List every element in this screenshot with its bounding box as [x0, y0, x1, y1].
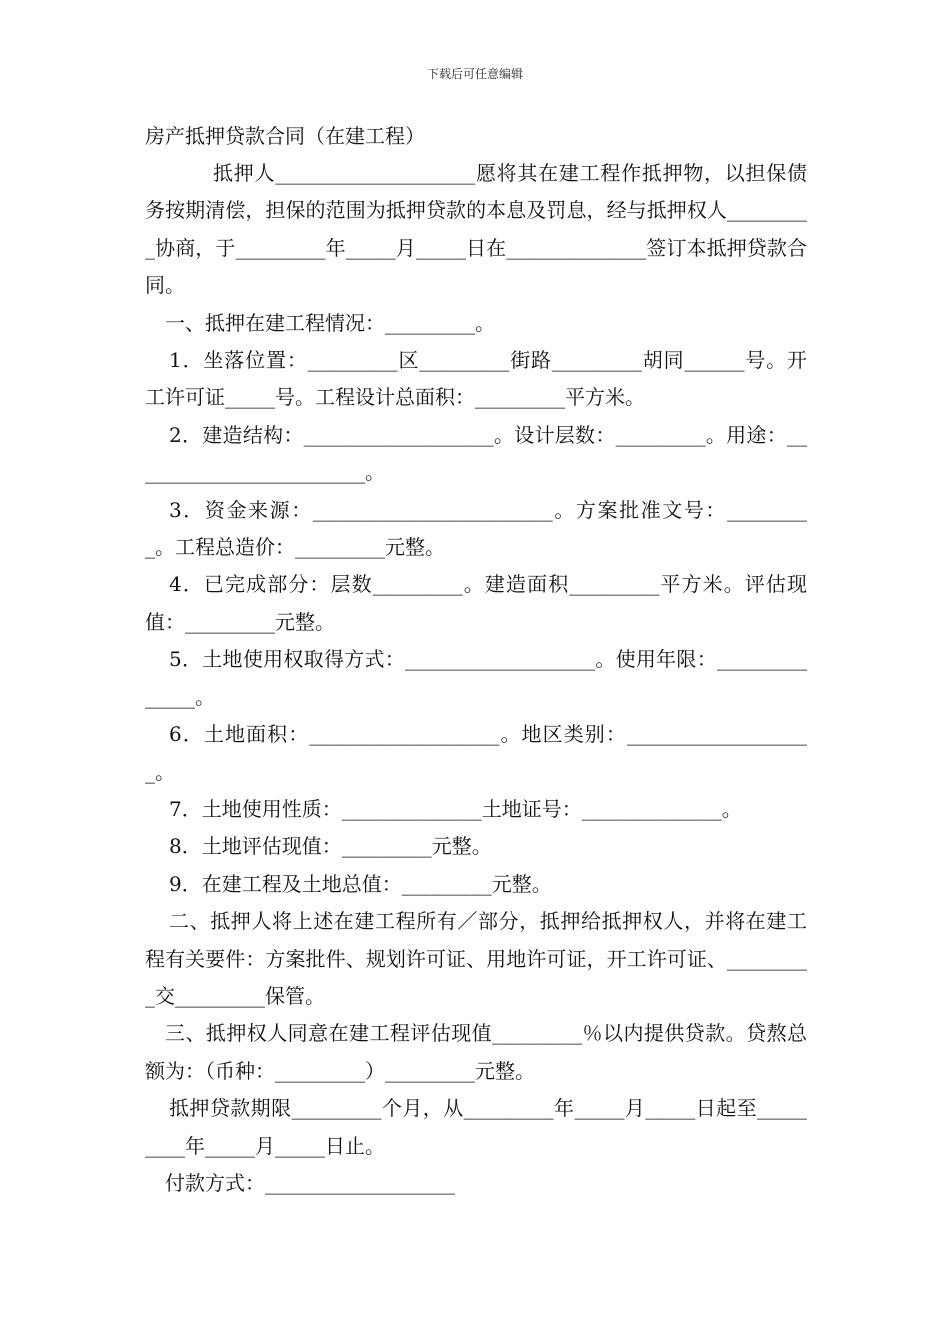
contract-paragraph-text: 6．土地面积：___________________。地区类别：___________________。 [145, 722, 807, 784]
contract-paragraph-text: 一、抵押在建工程情况：_________。 [165, 310, 495, 335]
contract-paragraph [145, 342, 807, 417]
contract-paragraph [145, 1165, 807, 1202]
contract-paragraph-text: 7．土地使用性质：______________土地证号：______________。 [169, 796, 742, 821]
contract-body [145, 118, 807, 1202]
page-header-note: 下载后可任意编辑 [426, 67, 523, 81]
contract-paragraph [145, 1090, 807, 1165]
contract-paragraph [145, 305, 807, 342]
contract-paragraph-text: 三、抵押权人同意在建工程评估现值_________％以内提供贷款。贷熬总额为：（币种：_________）_________元整。 [145, 1021, 807, 1083]
contract-paragraph [145, 1015, 807, 1090]
contract-paragraph-text: 付款方式：___________________ [165, 1170, 455, 1195]
contract-paragraph [145, 417, 807, 492]
contract-paragraph-text: 3．资金来源：________________________。方案批准文号：_________。工程总造价：_________元整。 [145, 497, 807, 560]
contract-paragraph-text: 4．已完成部分：层数_________。建造面积_________平方米。评估现值：_________元整。 [145, 572, 807, 634]
contract-title: 房产抵押贷款合同（在建工程） [145, 124, 425, 148]
contract-paragraph-text: 二、抵押人将上述在建工程所有／部分，抵押给抵押权人，并将在建工程有关要件：方案批件、规划许可证、用地许可证，开工许可证、_________交_________保管。 [145, 909, 807, 1008]
contract-paragraph-text: 1．坐落位置：_________区_________街路_________胡同______号。开工许可证_____号。工程设计总面积：_________平方米。 [145, 348, 807, 410]
contract-paragraph [145, 566, 807, 641]
contract-paragraph-text: 抵押贷款期限_________个月，从_________年_____月_____日起至_________年_____月_____日止。 [145, 1096, 807, 1158]
contract-paragraph [145, 903, 807, 1015]
contract-paragraph [145, 791, 807, 828]
contract-paragraph-text: 8．土地评估现值：_________元整。 [169, 834, 492, 859]
contract-paragraph [145, 155, 807, 305]
contract-paragraph-text: 9．在建工程及土地总值：_________元整。 [169, 871, 552, 896]
contract-paragraph [145, 866, 807, 903]
contract-paragraph-text: 抵押人____________________愿将其在建工程作抵押物，以担保债务按期清偿，担保的范围为抵押贷款的本息及罚息，经与抵押权人_________协商，于_________年_____月_____日在______________签订本抵押贷款合同。 [145, 161, 807, 298]
contract-paragraph-text: 5．土地使用权取得方式：___________________。使用年限：______________。 [145, 647, 807, 709]
contract-paragraph [145, 492, 807, 567]
contract-paragraphs [145, 155, 807, 1202]
contract-paragraph [145, 828, 807, 865]
contract-paragraph [145, 641, 807, 716]
contract-paragraph-text: 2．建造结构：___________________。设计层数：_________。用途：________________________。 [145, 422, 807, 485]
contract-paragraph [145, 716, 807, 791]
